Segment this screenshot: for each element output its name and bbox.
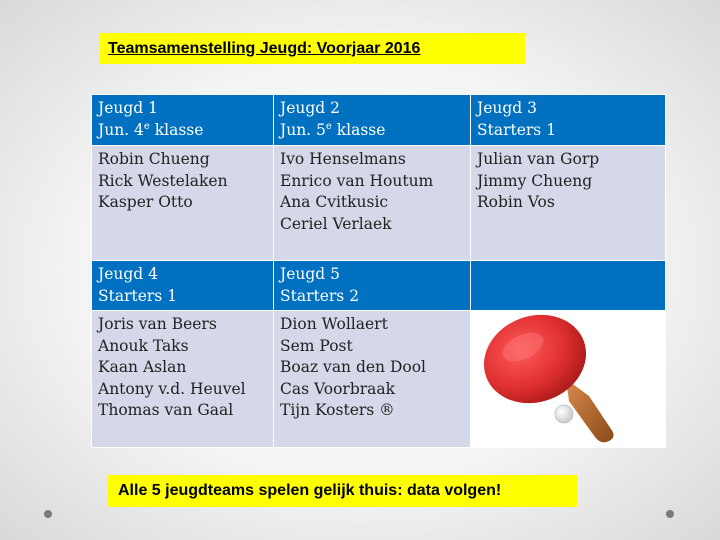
player-name: Kaan Aslan [98,358,187,376]
footer-text: Alle 5 jeugdteams spelen gelijk thuis: data volgen! [118,482,502,499]
team-header-cell [92,261,274,311]
team-header-row [92,261,666,311]
ping-pong-paddle-icon [471,311,663,448]
page-title-text: Teamsamenstelling Jeugd: Voorjaar 2016 [108,39,421,57]
player-list [92,146,274,261]
decorative-dot [666,510,674,518]
player-list [92,311,274,448]
player-name: Joris van Beers [98,315,217,333]
player-name: Enrico van Houtum [280,171,434,190]
player-name: Rick Westelaken [98,171,228,190]
illustration-cell [471,311,666,448]
team-players-row [92,311,666,448]
player-name: Ivo Henselmans [280,150,406,168]
team-class: Starters 1 [477,120,557,139]
player-name: Ana Cvitkusic [280,193,389,211]
team-header-cell [274,261,471,311]
player-name: Julian van Gorp [477,150,600,168]
player-list [471,146,666,261]
player-name: Antony v.d. Heuvel [98,379,246,398]
team-name: Jeugd 3 [477,99,538,117]
player-name: Robin Vos [477,193,555,211]
team-class: Jun. 5e klasse [280,120,386,139]
empty-header-cell [471,261,666,311]
team-class: Starters 2 [280,286,360,305]
player-name: Robin Chueng [98,150,210,168]
player-name: Boaz van den Dool [280,358,427,376]
team-name: Jeugd 4 [98,265,159,283]
team-header-row [92,95,666,146]
footer-note [108,475,577,507]
player-list [274,311,471,448]
player-name: Ceriel Verlaek [280,214,392,233]
team-header-cell [92,95,274,146]
player-name: Anouk Taks [98,336,189,355]
player-name: Jimmy Chueng [477,171,593,190]
team-header-cell [471,95,666,146]
team-players-row [92,146,666,261]
team-name: Jeugd 2 [280,99,341,117]
player-name: Dion Wollaert [280,315,388,333]
team-name: Jeugd 5 [280,265,341,283]
player-name: Tijn Kosters ® [280,401,395,419]
player-name: Sem Post [280,336,353,355]
decorative-dot [44,510,52,518]
team-name: Jeugd 1 [98,99,159,117]
team-table [91,94,666,448]
team-class: Jun. 4e klasse [98,120,204,139]
player-name: Thomas van Gaal [98,401,234,419]
team-header-cell [274,95,471,146]
team-class: Starters 1 [98,286,178,305]
player-name: Kasper Otto [98,193,193,211]
player-name: Cas Voorbraak [280,379,396,398]
page-title [100,33,525,64]
player-list [274,146,471,261]
